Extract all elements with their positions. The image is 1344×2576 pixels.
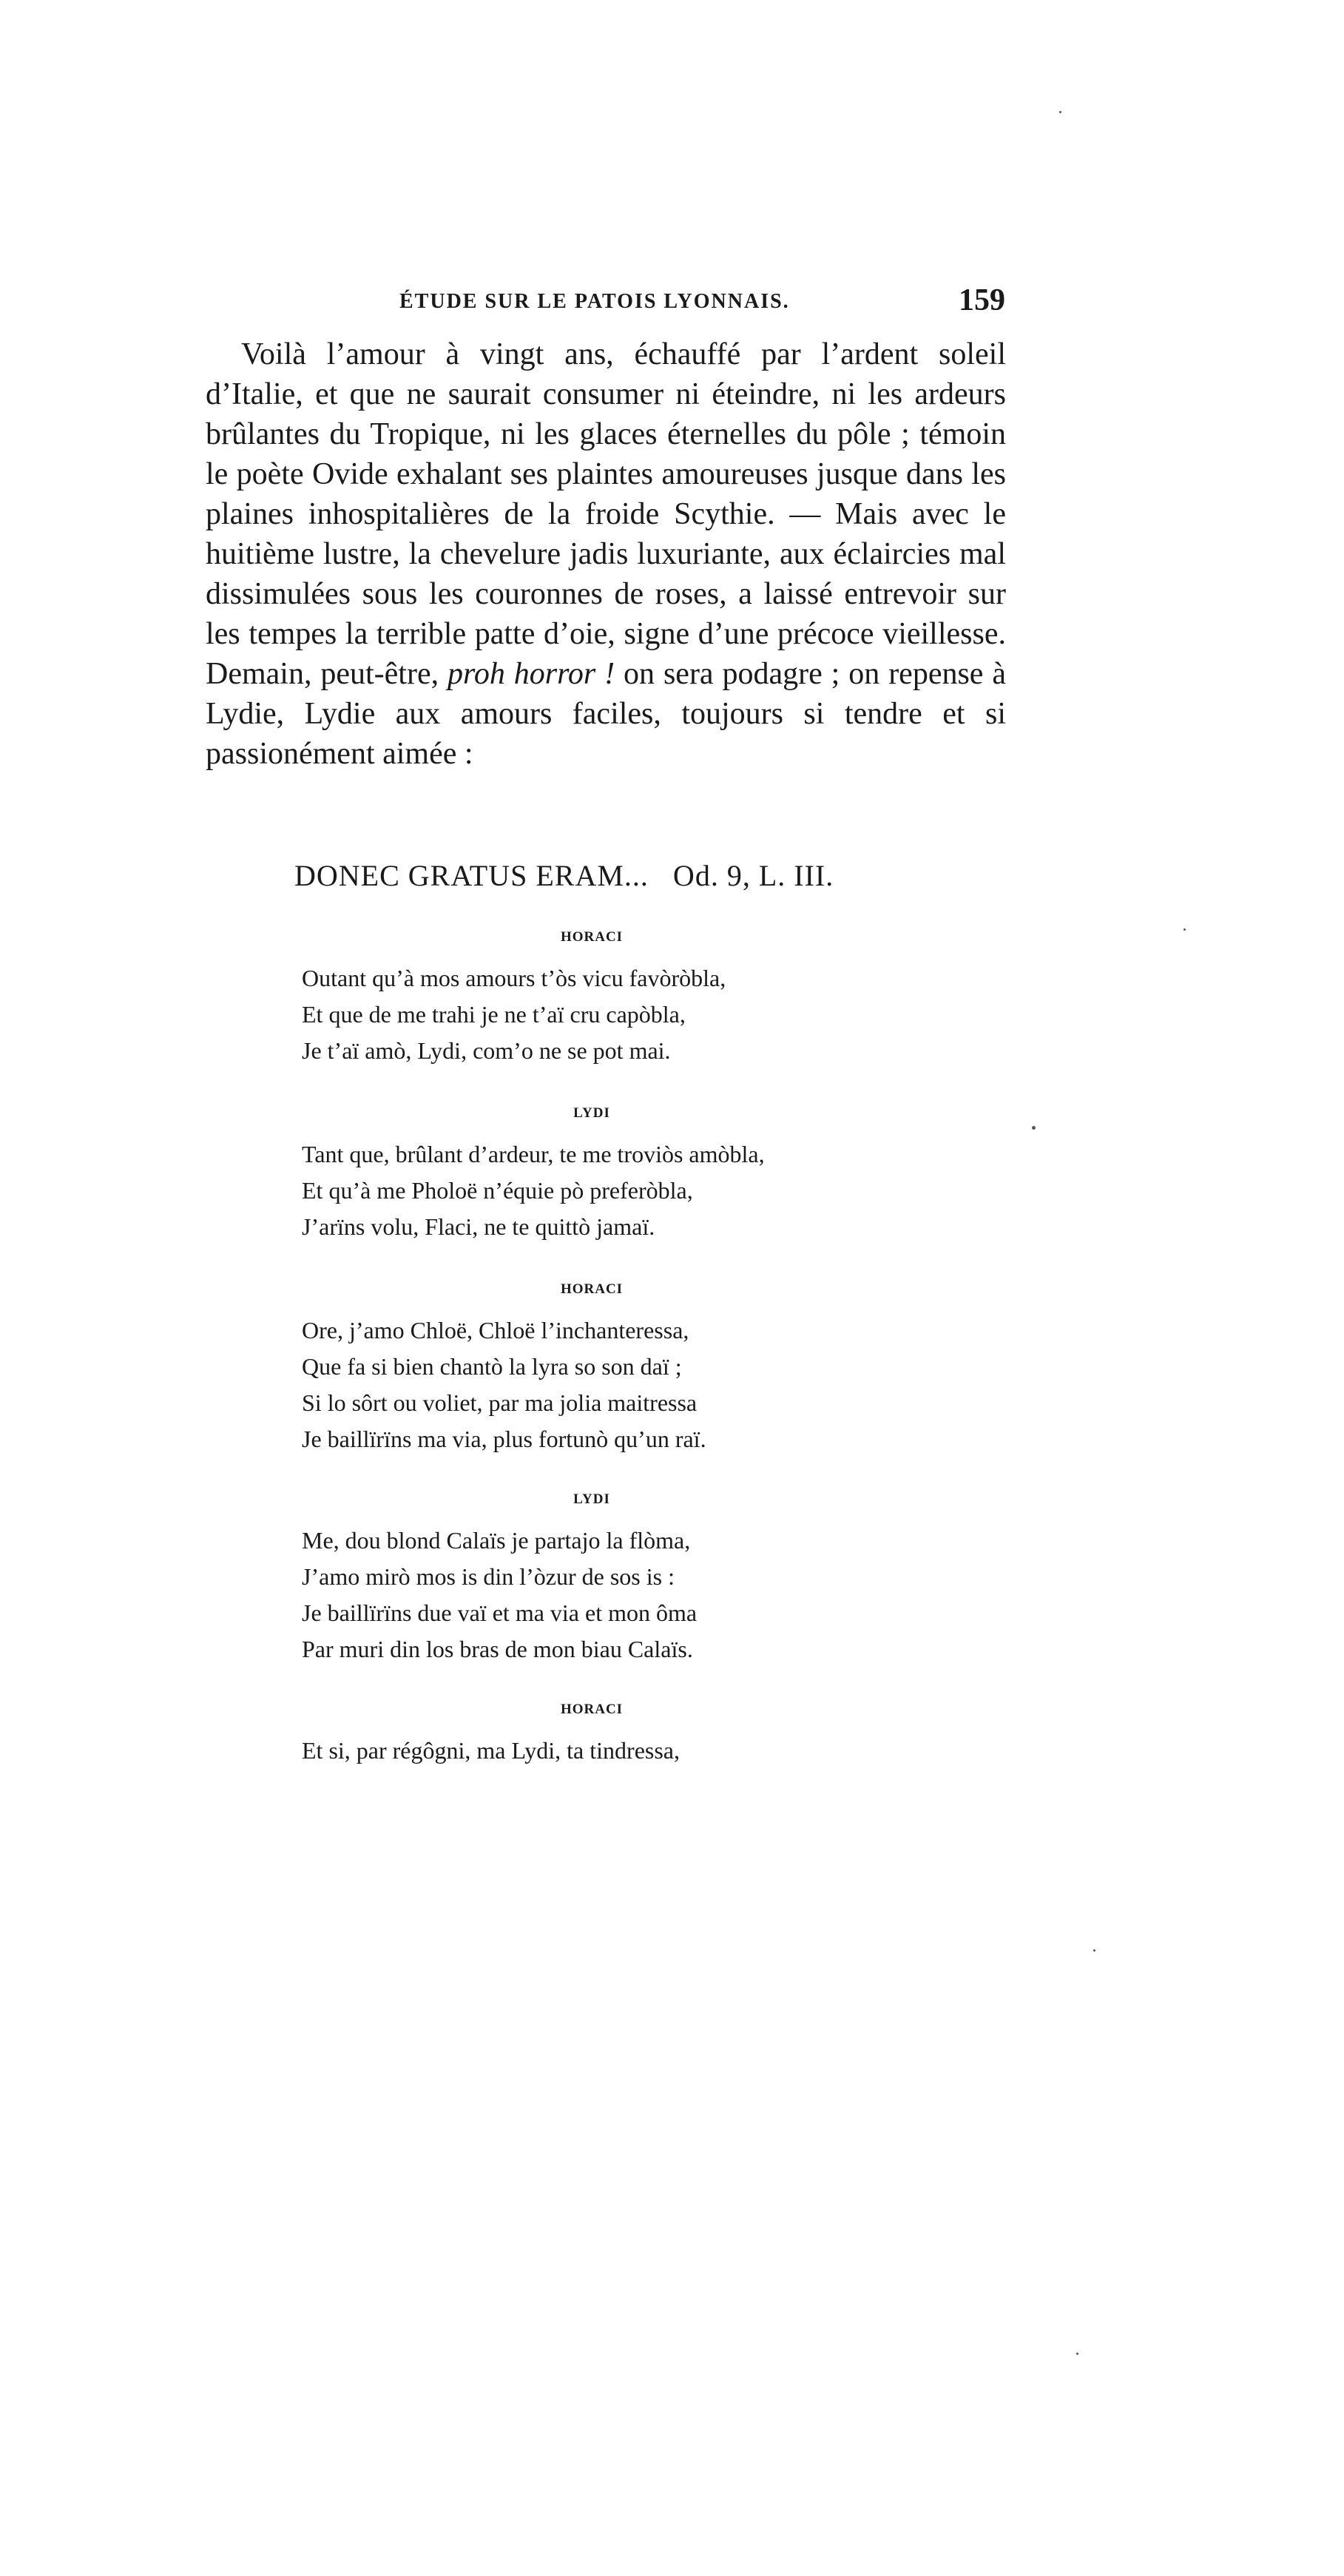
scan-speck: [1059, 111, 1061, 113]
body-paragraph: [206, 334, 1006, 774]
paragraph-text: Voilà l’amour à vingt ans, échauffé par l’ardent soleil d’Italie, et que ne saurait consumer ni éteindre, ni les ardeurs brûlantes du Tropique, ni les glaces éternelles du pôle ; témoin le poète Ovide exhalant ses plaintes amoureuses jusque dans les plaines inhospitalières de la froide Scythie. — Mais avec le huitième lustre, la chevelure jadis luxuriante, aux éclaircies mal dissimulées sous les couronnes de roses, a laissé entrevoir sur les tempes la terrible patte d’oie, signe d’une précoce vieillesse. Demain, peut-être,: [206, 337, 1006, 691]
verse-line: Que fa si bien chantò la lyra so son daï ;: [302, 1353, 682, 1380]
verse-line: J’amo mirò mos is din l’òzur de sos is :: [302, 1563, 675, 1590]
running-title: ÉTUDE SUR LE PATOIS LYONNAIS.: [399, 290, 790, 313]
verse-line: Et que de me trahi je ne t’aï cru capòbla,: [302, 1001, 686, 1028]
speaker-label: HORACI: [560, 1281, 624, 1297]
verse-line: Par muri din los bras de mon biau Calaïs.: [302, 1636, 693, 1662]
stanza: [302, 1136, 908, 1245]
scan-speck: [1093, 1949, 1095, 1952]
paragraph-text-end: on sera podagre ; on repense à Lydie, Lydie aux amours faciles, toujours si tendre et si passionément aimée :: [206, 657, 1007, 771]
verse-line: Je baillïrïns ma via, plus fortunò qu’un raï.: [302, 1426, 706, 1452]
page-number: 159: [959, 283, 1005, 317]
verse-line: Me, dou blond Calaïs je partajo la flòma,: [302, 1527, 691, 1554]
verse-line: Outant qu’à mos amours t’òs vicu favòròbla,: [302, 965, 726, 991]
prose-block: [206, 334, 1006, 774]
stanza: [302, 960, 908, 1069]
verse-line: Tant que, brûlant d’ardeur, te me troviòs amòbla,: [302, 1141, 765, 1167]
verse-line: Et si, par régôgni, ma Lydi, ta tindressa,: [302, 1737, 680, 1764]
verse-line: Je baillïrïns due vaï et ma via et mon ôma: [302, 1599, 698, 1626]
verse-line: Si lo sôrt ou voliet, par ma jolia maitressa: [302, 1389, 698, 1416]
stanza: [302, 1523, 908, 1668]
speaker-label: LYDI: [573, 1105, 610, 1121]
scan-speck: [1183, 928, 1186, 931]
ode-title: DONEC GRATUS ERAM... Od. 9, L. III.: [294, 859, 834, 892]
scan-speck: [1032, 1126, 1036, 1130]
stanza: [302, 1312, 908, 1457]
paragraph-italic-phrase: proh horror !: [448, 657, 615, 691]
verse-line: Et qu’à me Pholoë n’équie pò preferòbla,: [302, 1177, 693, 1204]
scan-speck: [1076, 2353, 1078, 2355]
stanza: [302, 1733, 908, 1769]
speaker-label: HORACI: [560, 1702, 624, 1717]
speaker-label: HORACI: [560, 929, 624, 945]
verse-line: Je t’aï amò, Lydi, com’o ne se pot mai.: [302, 1037, 671, 1064]
verse-line: J’arïns volu, Flaci, ne te quittò jamaï.: [302, 1213, 655, 1240]
verse-line: Ore, j’amo Chloë, Chloë l’inchanteressa,: [302, 1317, 689, 1343]
speaker-label: LYDI: [573, 1491, 610, 1507]
